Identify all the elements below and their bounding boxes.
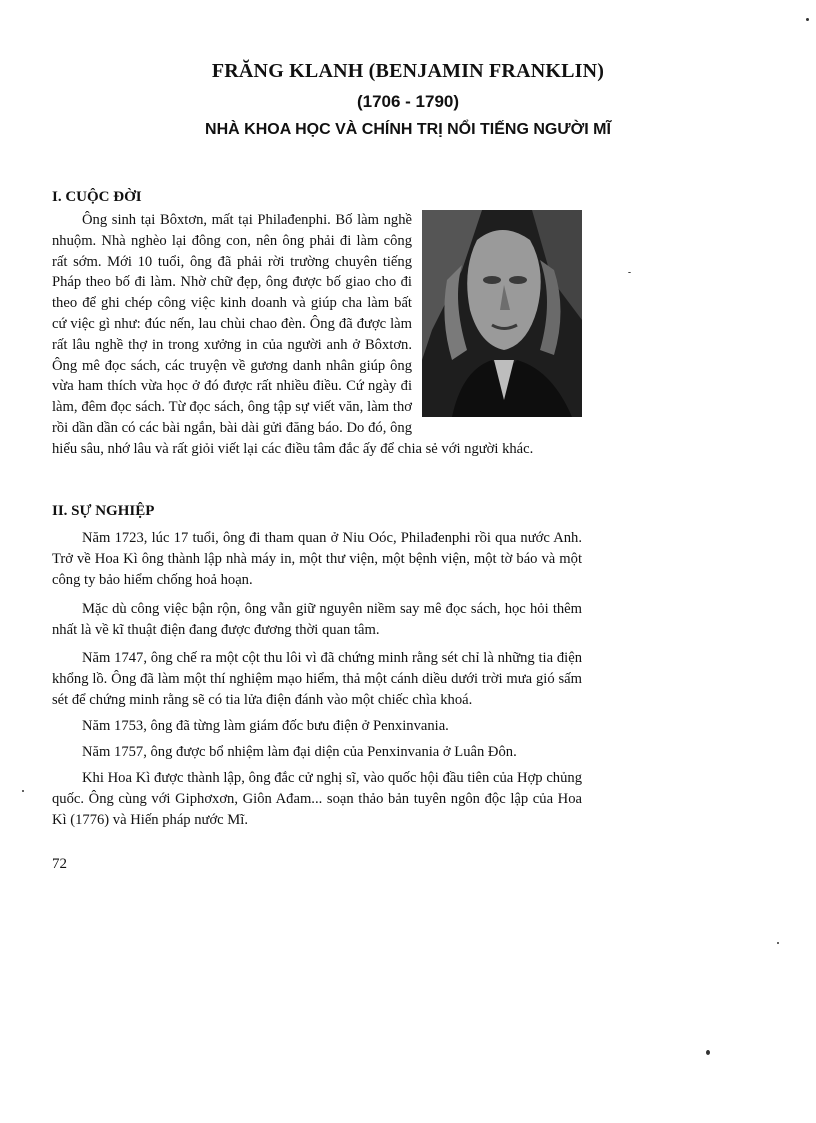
- scan-speck: [706, 1050, 710, 1055]
- career-paragraph-3: Năm 1747, ông chế ra một cột thu lôi vì đã chứng minh rằng sét chỉ là những tia điện khổng lồ. Ông đã làm một thí nghiệm mạo hiểm, thả một cánh diều dưới trời mưa gió sấm sét để chứng minh rằng sẽ có tia lửa điện đánh vào một chiếc chìa khoá.: [52, 650, 582, 708]
- scan-speck: [22, 790, 24, 792]
- book-subtitle: NHÀ KHOA HỌC VÀ CHÍNH TRỊ NỔI TIẾNG NGƯỜI MĨ: [205, 121, 611, 138]
- career-paragraph-2: Mặc dù công việc bận rộn, ông vẫn giữ nguyên niềm say mê đọc sách, học hỏi thêm nhất là về kĩ thuật điện đang được đương thời quan tâm.: [52, 601, 582, 638]
- section-life-body: [52, 210, 582, 460]
- franklin-portrait: [422, 210, 582, 417]
- career-paragraph-1: Năm 1723, lúc 17 tuổi, ông đi tham quan ở Niu Oóc, Philađenphi rồi qua nước Anh. Trở về Hoa Kì ông thành lập nhà máy in, một thư viện, một bệnh viện, một tờ báo và một công ty bảo hiểm chống hoả hoạn.: [52, 530, 582, 588]
- lifespan-years: (1706 - 1790): [356, 92, 460, 111]
- career-paragraph-4: Năm 1753, ông đã từng làm giám đốc bưu điện ở Penxinvania.: [82, 718, 449, 734]
- section-heading-career: II. SỰ NGHIỆP: [52, 503, 155, 519]
- career-paragraph-5: Năm 1757, ông được bổ nhiệm làm đại diện của Penxinvania ở Luân Đôn.: [82, 744, 517, 760]
- scan-speck: [806, 18, 809, 21]
- life-paragraph: Ông sinh tại Bôxtơn, mất tại Philađenphi. Bố làm nghề nhuộm. Nhà nghèo lại đông con, nên ông phải đi làm công rất sớm. Mới 10 tuổi, ông đã phải rời trường chuyên tiếng Pháp theo bố đi làm. Nhờ chữ đẹp, ông được bố giao cho đi theo để ghi chép công việc kinh doanh và giúp cha làm bất cứ việc gì như: đúc nến, lau chùi chao đèn. Ông đã được làm rất lâu nghề thợ in trong xưởng in của người anh ở Bôxtơn. Ông mê đọc sách, các truyện về gương danh nhân giúp ông vừa ham thích vừa học ở đó được rất nhiều điều. Cứ ngày đi làm, đêm đọc sách. Từ đọc sách, ông tập sự viết văn, làm thơ rồi dần dần có các bài ngắn, bài dài gửi đăng báo. Do đó, ông hiểu sâu, nhớ lâu và rất giỏi viết lại các điều tâm đắc ấy để chia sẻ với người khác.: [52, 212, 534, 457]
- career-paragraph-6: Khi Hoa Kì được thành lập, ông đắc cử nghị sĩ, vào quốc hội đầu tiên của Hợp chủng quốc. Ông cùng với Giphơxơn, Giôn Ađam... soạn thảo bản tuyên ngôn độc lập của Hoa Kì (1776) và Hiến pháp nước Mĩ.: [52, 770, 582, 828]
- page-number: 72: [52, 856, 67, 872]
- section-heading-life: I. CUỘC ĐỜI: [52, 189, 142, 205]
- book-title: FRĂNG KLANH (BENJAMIN FRANKLIN): [211, 60, 605, 82]
- scan-speck: [777, 942, 779, 944]
- scan-speck: [628, 272, 631, 273]
